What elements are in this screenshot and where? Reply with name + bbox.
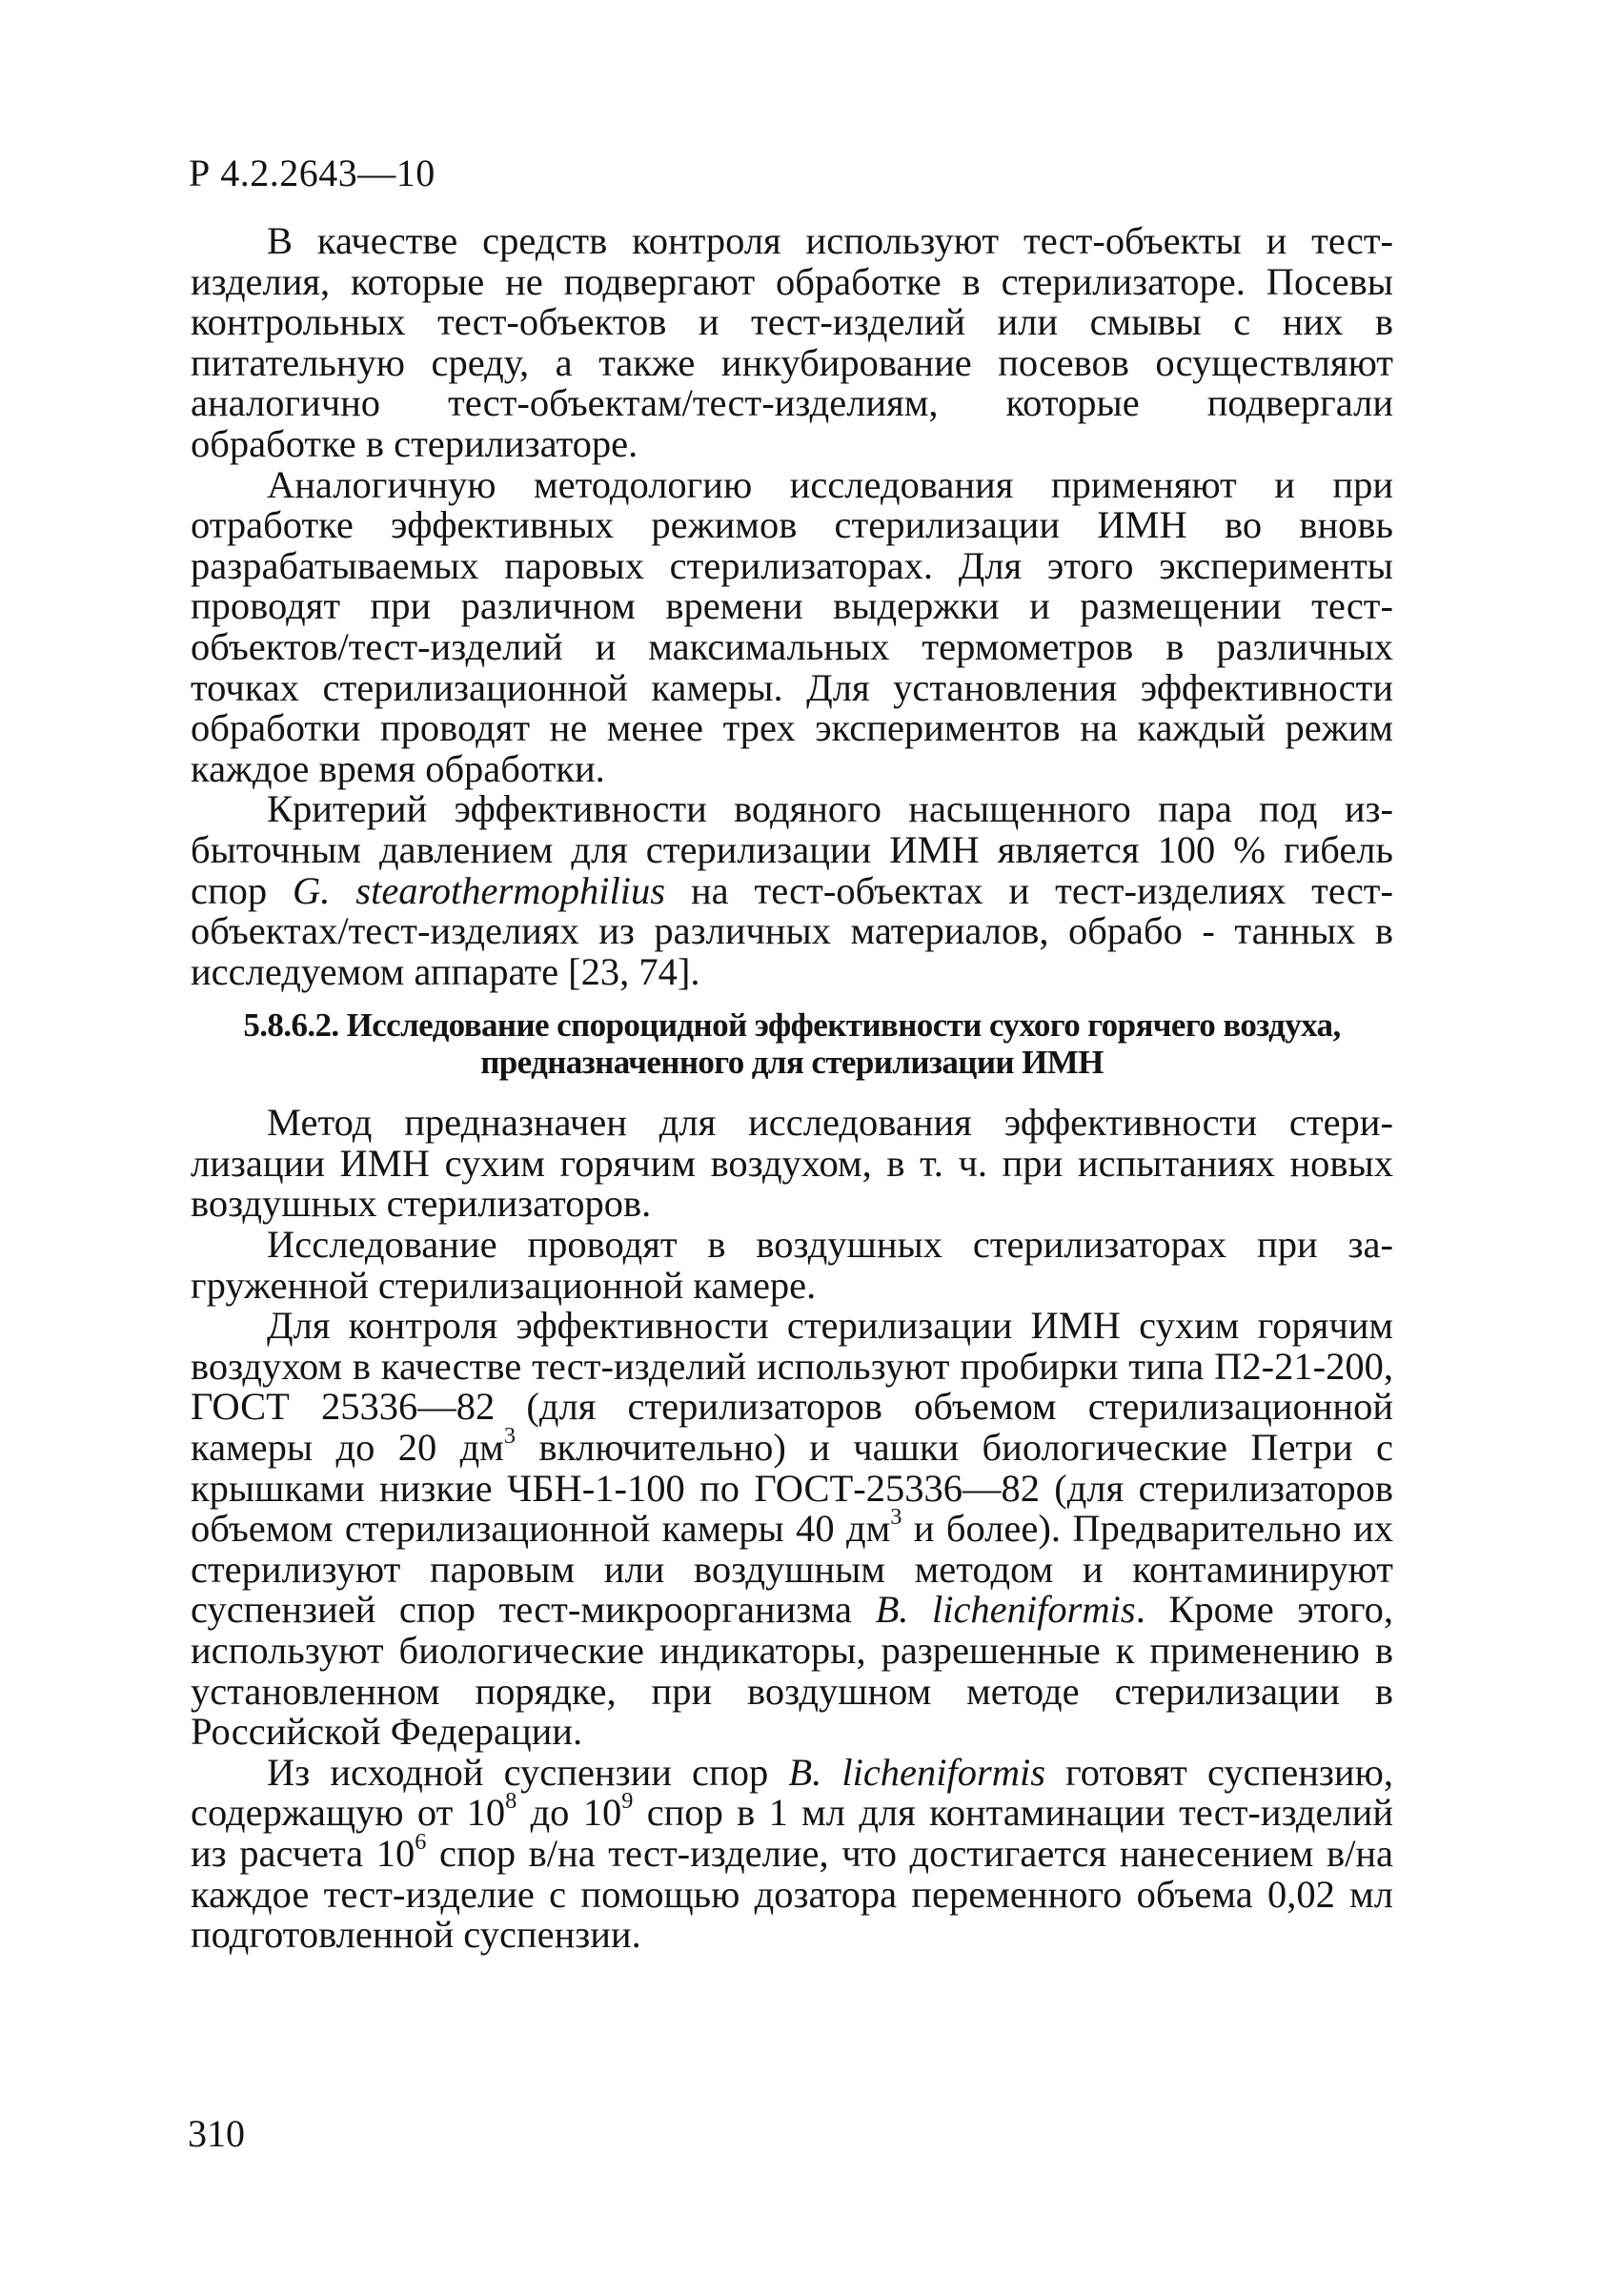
paragraph-text: до 10 bbox=[517, 1791, 622, 1835]
paragraph bbox=[191, 462, 1393, 790]
running-header: Р 4.2.2643—10 bbox=[189, 152, 436, 194]
superscript: 8 bbox=[505, 1788, 517, 1815]
paragraph-text: спор в/на тест-изделие, что достигается нанесением в/на каждое тест-изделие с помощью дозатора переменного объема 0,02 мл подготовленной суспензии. bbox=[191, 1831, 1394, 1957]
page-number: 310 bbox=[188, 2112, 245, 2155]
paragraph-text: спор в 1 мл для контаминации тест-изделий из расчета 10 bbox=[191, 1791, 1393, 1875]
paragraphs-after-section bbox=[191, 1103, 1393, 1955]
paragraph-text: Из исходной суспензии спор bbox=[267, 1750, 789, 1794]
italic-term: G. stearothermophilius bbox=[293, 868, 666, 912]
section-title: Исследование спороцидной эффективности сухого горячего воздуха, предназначенного для стерилизации ИМН bbox=[346, 1006, 1341, 1082]
superscript: 6 bbox=[415, 1828, 427, 1855]
paragraph-text: . Кроме этого, используют биологические индикаторы, разрешенные к применению в установленном порядке, при воздушном методе стерилизации в Российской Федерации. bbox=[191, 1588, 1393, 1754]
superscript: 3 bbox=[503, 1422, 516, 1449]
paragraph-text: В качестве средств контроля используют тест-объекты и тест-изделия, которые не подвергают обработке в стерилизаторе. Посевы контрольных тест-объектов и тест-изделий или смывы с них в питательную среду, а также инкубирование посевов осуществляют аналогично тест-объектам/тест-изделиям, которые подвергали обработке в стерилизаторе. bbox=[191, 219, 1393, 465]
paragraph bbox=[191, 1103, 1393, 1225]
italic-term: B. licheniformis bbox=[875, 1588, 1136, 1632]
paragraph bbox=[191, 221, 1393, 465]
paragraph-text: готовят суспензию, содержащую от 10 bbox=[191, 1750, 1393, 1835]
paragraphs-before-section bbox=[191, 221, 1393, 992]
paragraph-text: на тест-объектах и тест-изделиях тест-объектах/тест-изделиях из различных материалов, обрабо - танных в исследуемом аппарате [23, 74]. bbox=[191, 868, 1393, 993]
section-number: 5.8.6.2. bbox=[243, 1006, 339, 1045]
superscript: 9 bbox=[621, 1788, 634, 1815]
superscript: 3 bbox=[890, 1504, 902, 1530]
italic-term: B. licheniformis bbox=[788, 1750, 1046, 1794]
paragraph-text: Критерий эффективности водяного насыщенного пара под избыточным давлением для стерилизации ИМН является 100 % гибель спор bbox=[191, 787, 1393, 912]
paragraph bbox=[191, 789, 1393, 992]
paragraph-text: Аналогичную методологию исследования применяют и при отработке эффективных режимов стерилизации ИМН во вновь разрабатываемых паровых стерилизаторах. Для этого эксперименты проводят при различном времени выдержки и размещении тест-объектов/тест-изделий и максимальных термометров в различных точках стерилизационной камеры. Для установления эффективности обработки проводят не менее трех экспериментов на каждый режим каждое время обработки. bbox=[191, 462, 1393, 790]
paragraph bbox=[191, 1225, 1393, 1306]
paragraph-text: и более). Предварительно их стерилизуют паровым или воздушным методом и контаминируют суспензией спор тест-микроорганизма bbox=[191, 1507, 1393, 1632]
paragraph-text: Для контроля эффективности стерилизации ИМН сухим горячим воздухом в качестве тест-изделий используют пробирки типа П2-21-200, ГОСТ 25336—82 (для стерилизаторов объемом стерилизационной камеры до 20 дм bbox=[191, 1304, 1393, 1470]
paragraph bbox=[191, 1750, 1394, 1957]
section-heading bbox=[191, 1006, 1393, 1081]
paragraph-text: Исследование проводят в воздушных стерилизаторах при загруженной стерилизационной камере. bbox=[191, 1223, 1393, 1307]
paragraph-text: Метод предназначен для исследования эффективности стерилизации ИМН сухим горячим воздухом, в т. ч. при испытаниях новых воздушных стерилизаторов. bbox=[191, 1101, 1393, 1226]
paragraph bbox=[191, 1306, 1393, 1753]
body-text bbox=[191, 221, 1393, 1956]
paragraph-text: включительно) и чашки биологические Петри с крышками низкие ЧБН-1-100 по ГОСТ-25336—82 (для стерилизаторов объемом стерилизационной камеры 40 дм bbox=[191, 1426, 1393, 1551]
